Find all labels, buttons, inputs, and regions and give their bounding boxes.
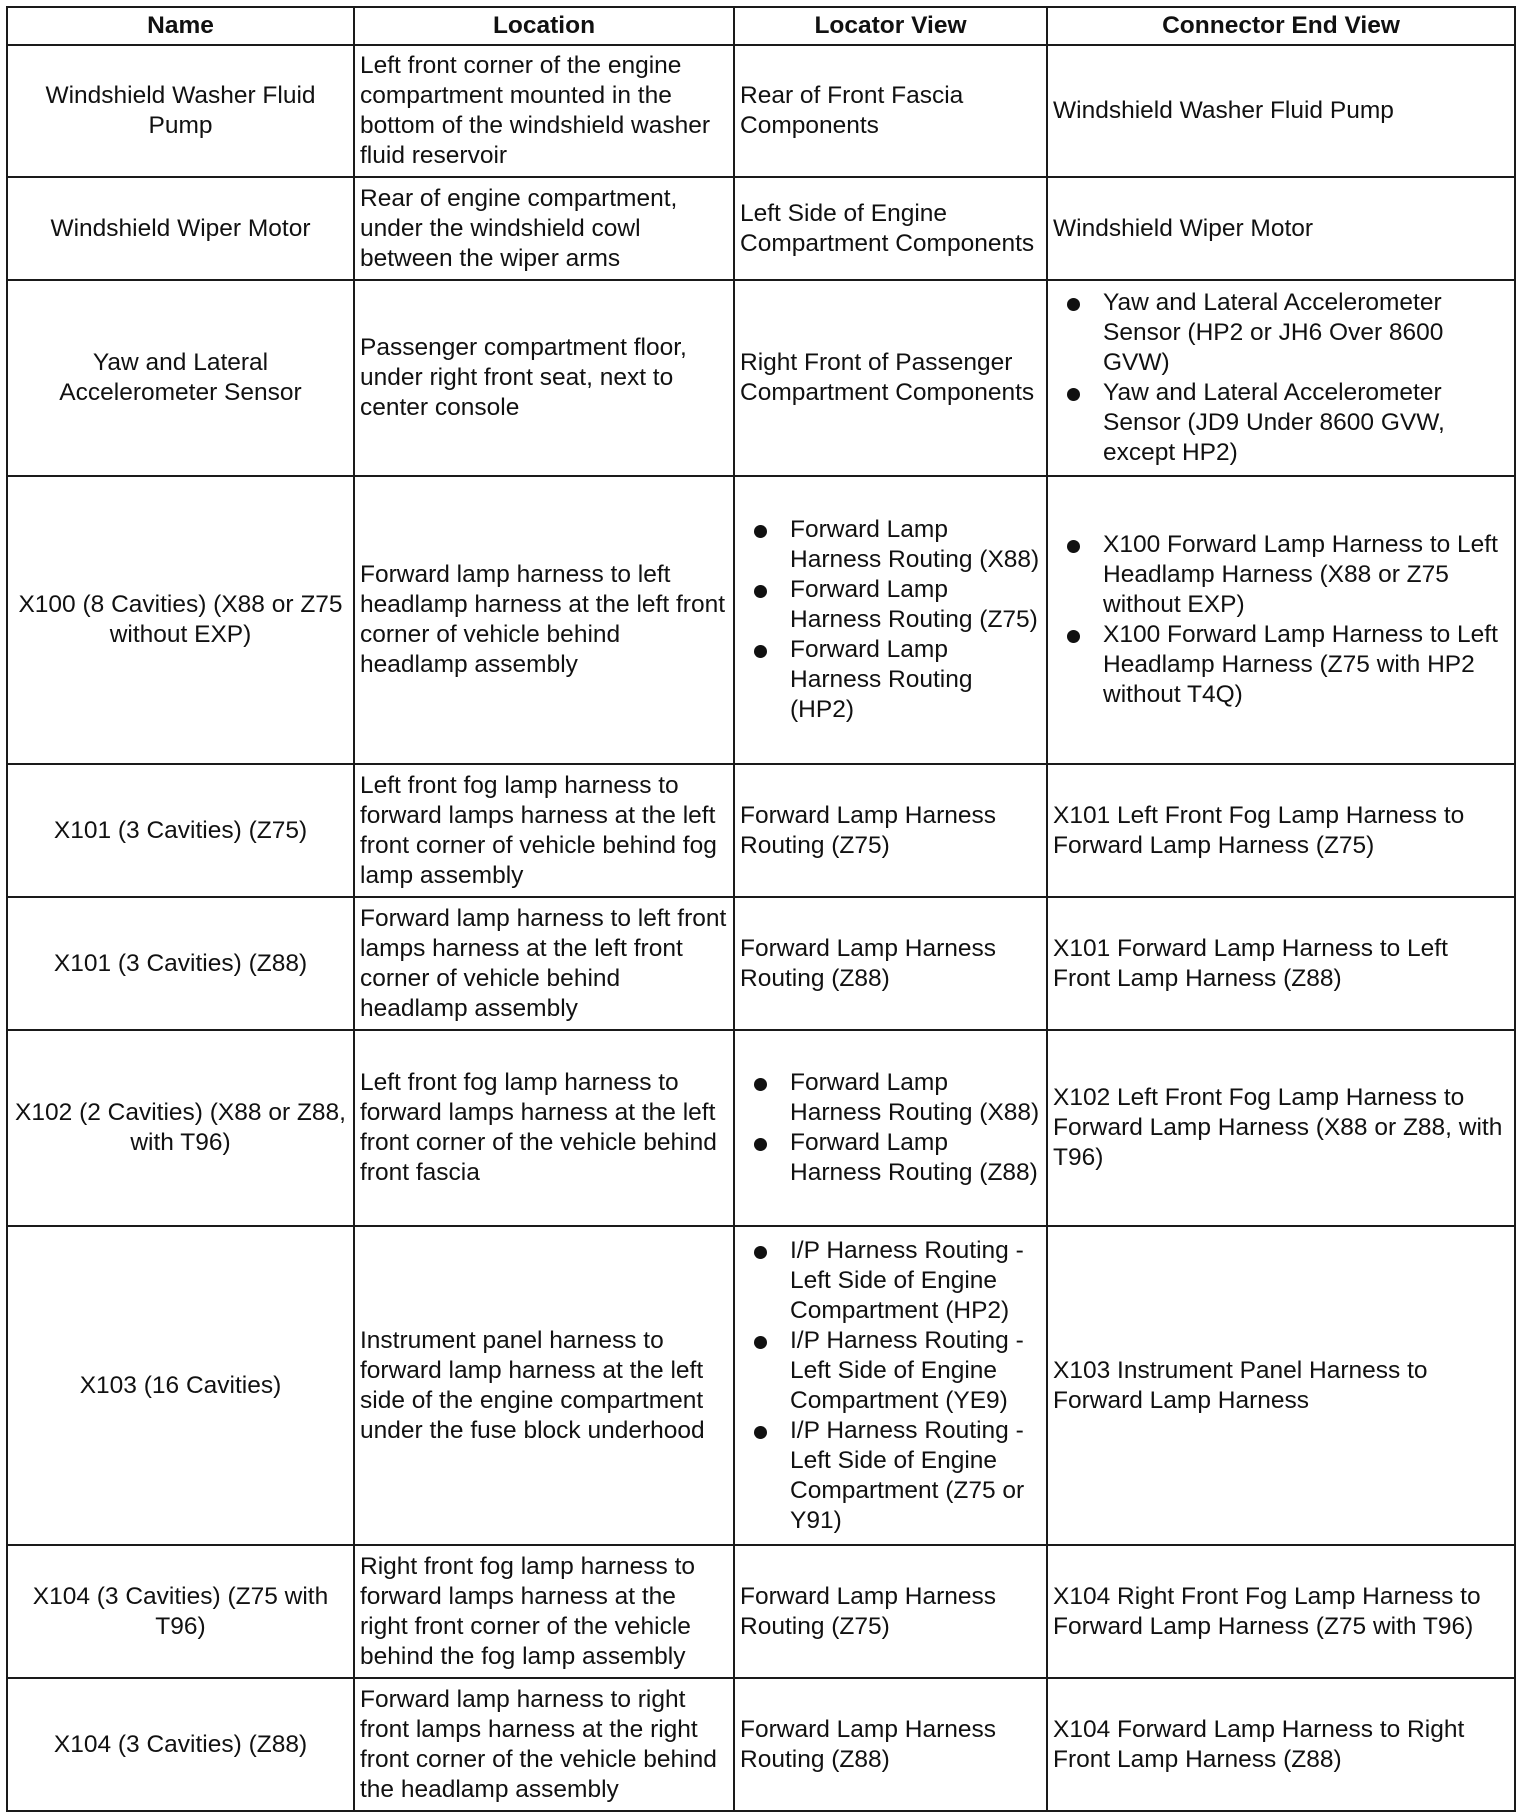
cell-locator-view (734, 177, 1047, 280)
table-body (7, 45, 1515, 1811)
table-row (7, 1226, 1515, 1545)
cell-name: X104 (3 Cavities) (Z88) (7, 1678, 354, 1811)
cell-locator-view-text: Rear of Front Fascia Components (740, 82, 964, 139)
table-row (7, 45, 1515, 177)
cell-location: Forward lamp harness to left front lamps harness at the left front corner of vehicle behind headlamp assembly (354, 897, 734, 1030)
cell-location: Right front fog lamp harness to forward lamps harness at the right front corner of the vehicle behind the fog lamp assembly (354, 1545, 734, 1678)
cell-connector-end-view (1047, 1545, 1515, 1678)
bullet-item: Forward Lamp Harness Routing (X88) (746, 1068, 1041, 1128)
cell-locator-view (734, 45, 1047, 177)
cell-locator-view-list (740, 1236, 1041, 1536)
cell-connector-end-view-text: X104 Forward Lamp Harness to Right Front Lamp Harness (Z88) (1053, 1715, 1465, 1773)
bullet-item: I/P Harness Routing - Left Side of Engine Compartment (YE9) (746, 1326, 1041, 1416)
bullet-item: X100 Forward Lamp Harness to Left Headlamp Harness (Z75 with HP2 without T4Q) (1059, 620, 1509, 710)
cell-connector-end-view-list (1053, 530, 1509, 710)
cell-connector-end-view (1047, 280, 1515, 476)
header-row (7, 7, 1515, 45)
cell-connector-end-view-text: X102 Left Front Fog Lamp Harness to Forward Lamp Harness (X88 or Z88, with T96) (1053, 1084, 1503, 1171)
cell-connector-end-view-text: Windshield Wiper Motor (1053, 214, 1314, 242)
cell-connector-end-view (1047, 476, 1515, 764)
cell-name: X102 (2 Cavities) (X88 or Z88, with T96) (7, 1030, 354, 1226)
cell-locator-view (734, 1678, 1047, 1811)
cell-connector-end-view (1047, 1030, 1515, 1226)
cell-name: X103 (16 Cavities) (7, 1226, 354, 1545)
cell-locator-view-text: Forward Lamp Harness Routing (Z75) (740, 801, 996, 859)
cell-locator-view (734, 280, 1047, 476)
cell-location: Forward lamp harness to right front lamps harness at the right front corner of the vehicle behind the headlamp assembly (354, 1678, 734, 1811)
table-row (7, 1545, 1515, 1678)
bullet-item: Forward Lamp Harness Routing (Z88) (746, 1128, 1041, 1188)
cell-locator-view (734, 1226, 1047, 1545)
cell-location: Rear of engine compartment, under the windshield cowl between the wiper arms (354, 177, 734, 280)
cell-location: Forward lamp harness to left headlamp harness at the left front corner of vehicle behind headlamp assembly (354, 476, 734, 764)
cell-connector-end-view (1047, 1226, 1515, 1545)
cell-location: Left front corner of the engine compartment mounted in the bottom of the windshield washer fluid reservoir (354, 45, 734, 177)
cell-name: Yaw and Lateral Accelerometer Sensor (7, 280, 354, 476)
cell-connector-end-view (1047, 1678, 1515, 1811)
cell-locator-view-text: Right Front of Passenger Compartment Components (740, 349, 1035, 406)
table-row (7, 476, 1515, 764)
bullet-item: Yaw and Lateral Accelerometer Sensor (HP2 or JH6 Over 8600 GVW) (1059, 288, 1509, 378)
bullet-item: Yaw and Lateral Accelerometer Sensor (JD9 Under 8600 GVW, except HP2) (1059, 378, 1509, 468)
cell-connector-end-view-text: X101 Forward Lamp Harness to Left Front Lamp Harness (Z88) (1053, 934, 1448, 992)
header-location: Location (354, 7, 734, 45)
table-row (7, 764, 1515, 897)
table-row (7, 177, 1515, 280)
cell-connector-end-view (1047, 45, 1515, 177)
cell-connector-end-view (1047, 764, 1515, 897)
cell-name: Windshield Washer Fluid Pump (7, 45, 354, 177)
cell-location: Left front fog lamp harness to forward lamps harness at the left front corner of the vehicle behind front fascia (354, 1030, 734, 1226)
bullet-item: Forward Lamp Harness Routing (X88) (746, 515, 1041, 575)
cell-name: X101 (3 Cavities) (Z88) (7, 897, 354, 1030)
cell-locator-view (734, 1545, 1047, 1678)
cell-locator-view-text: Left Side of Engine Compartment Components (740, 199, 1035, 257)
cell-connector-end-view (1047, 897, 1515, 1030)
cell-locator-view (734, 1030, 1047, 1226)
cell-locator-view-text: Forward Lamp Harness Routing (Z88) (740, 1715, 996, 1773)
bullet-item: X100 Forward Lamp Harness to Left Headlamp Harness (X88 or Z75 without EXP) (1059, 530, 1509, 620)
bullet-item: I/P Harness Routing - Left Side of Engine Compartment (Z75 or Y91) (746, 1416, 1041, 1536)
cell-location: Passenger compartment floor, under right front seat, next to center console (354, 280, 734, 476)
table-row (7, 1030, 1515, 1226)
cell-connector-end-view-text: Windshield Washer Fluid Pump (1053, 97, 1394, 124)
table-row (7, 897, 1515, 1030)
cell-locator-view (734, 897, 1047, 1030)
cell-name: Windshield Wiper Motor (7, 177, 354, 280)
cell-name: X100 (8 Cavities) (X88 or Z75 without EXP) (7, 476, 354, 764)
cell-connector-end-view-text: X104 Right Front Fog Lamp Harness to Forward Lamp Harness (Z75 with T96) (1053, 1582, 1481, 1640)
header-locator-view: Locator View (734, 7, 1047, 45)
cell-locator-view-list (740, 515, 1041, 725)
cell-connector-end-view-text: X103 Instrument Panel Harness to Forward Lamp Harness (1053, 1356, 1428, 1414)
cell-location: Left front fog lamp harness to forward lamps harness at the left front corner of vehicle behind fog lamp assembly (354, 764, 734, 897)
cell-connector-end-view-text: X101 Left Front Fog Lamp Harness to Forward Lamp Harness (Z75) (1053, 801, 1465, 859)
cell-locator-view (734, 476, 1047, 764)
cell-locator-view-text: Forward Lamp Harness Routing (Z75) (740, 1582, 996, 1640)
bullet-item: I/P Harness Routing - Left Side of Engine Compartment (HP2) (746, 1236, 1041, 1326)
bullet-item: Forward Lamp Harness Routing (Z75) (746, 575, 1041, 635)
cell-locator-view-text: Forward Lamp Harness Routing (Z88) (740, 934, 996, 992)
cell-connector-end-view-list (1053, 288, 1509, 468)
cell-connector-end-view (1047, 177, 1515, 280)
cell-name: X101 (3 Cavities) (Z75) (7, 764, 354, 897)
header-name: Name (7, 7, 354, 45)
cell-location: Instrument panel harness to forward lamp harness at the left side of the engine compartment under the fuse block underhood (354, 1226, 734, 1545)
header-connector-end-view: Connector End View (1047, 7, 1515, 45)
connector-table (6, 6, 1516, 1812)
cell-name: X104 (3 Cavities) (Z75 with T96) (7, 1545, 354, 1678)
table-row (7, 280, 1515, 476)
cell-locator-view-list (740, 1068, 1041, 1188)
bullet-item: Forward Lamp Harness Routing (HP2) (746, 635, 1041, 725)
table-row (7, 1678, 1515, 1811)
cell-locator-view (734, 764, 1047, 897)
